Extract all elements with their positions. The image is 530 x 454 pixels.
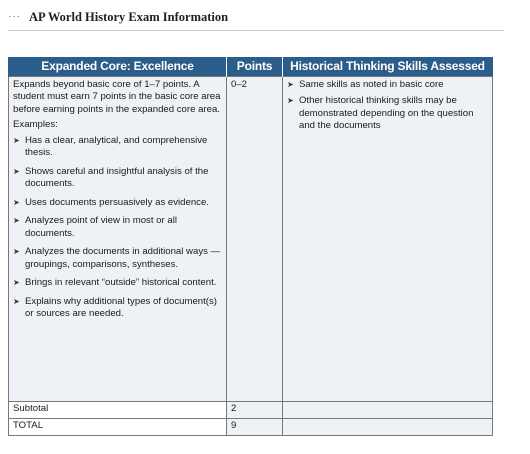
list-item — [13, 246, 222, 271]
list-item-text: Has a clear, analytical, and comprehensive thesis. — [25, 134, 208, 159]
list-item — [13, 296, 222, 321]
arrowhead-right-icon: ➤ — [13, 216, 20, 226]
list-item — [287, 95, 488, 132]
table-header-row — [9, 57, 493, 77]
header-skills: Historical Thinking Skills Assessed — [283, 57, 493, 77]
list-item — [287, 79, 488, 91]
subtotal-label: Subtotal — [9, 402, 227, 419]
skills-cell — [283, 77, 493, 402]
arrowhead-right-icon: ➤ — [287, 96, 294, 106]
scoring-table — [8, 57, 493, 436]
list-item-text: Same skills as noted in basic core — [299, 79, 444, 90]
arrowhead-right-icon: ➤ — [13, 166, 20, 176]
list-item-text: Uses documents persuasively as evidence. — [25, 196, 209, 208]
list-item-text: Analyzes the documents in additional ways — groupings, comparisons, syntheses. — [25, 246, 221, 270]
list-item — [13, 135, 222, 160]
decorative-dots: ··· — [8, 11, 21, 22]
page-title: AP World History Exam Information — [29, 9, 229, 24]
total-empty — [283, 419, 493, 436]
list-item — [13, 197, 222, 209]
list-item-text: Explains why additional types of document(s) or sources are needed. — [25, 295, 217, 320]
subtotal-points: 2 — [227, 402, 283, 419]
examples-label: Examples: — [13, 119, 58, 131]
list-item-text: Shows careful and insightful analysis of the documents. — [25, 165, 209, 190]
list-item — [13, 215, 222, 240]
list-item-text: Brings in relevant “outside” historical content. — [25, 277, 217, 289]
list-item — [13, 166, 222, 191]
arrowhead-right-icon: ➤ — [13, 135, 20, 145]
total-points: 9 — [227, 419, 283, 436]
points-cell: 0–2 — [227, 77, 283, 402]
subtotal-row — [9, 402, 493, 419]
arrowhead-right-icon: ➤ — [287, 80, 294, 89]
list-item — [13, 277, 222, 289]
list-item-text: Analyzes point of view in most or all documents. — [25, 215, 177, 239]
arrowhead-right-icon: ➤ — [13, 278, 20, 288]
table-row — [9, 77, 493, 402]
page-header — [8, 9, 228, 25]
subtotal-empty — [283, 402, 493, 419]
expanded-core-cell — [9, 77, 227, 402]
total-row — [9, 419, 493, 436]
header-points: Points — [227, 57, 283, 77]
header-expanded-core: Expanded Core: Excellence — [9, 57, 227, 77]
core-intro: Expands beyond basic core of 1–7 points. A student must earn 7 points in the basic core area before earning points in the expanded core area. — [13, 79, 221, 115]
arrowhead-right-icon: ➤ — [13, 296, 20, 306]
total-label: TOTAL — [9, 419, 227, 436]
header-rule — [8, 30, 504, 31]
arrowhead-right-icon: ➤ — [13, 247, 20, 257]
list-item-text: Other historical thinking skills may be demonstrated depending on the question and the documents — [299, 95, 474, 132]
arrowhead-right-icon: ➤ — [13, 197, 20, 207]
